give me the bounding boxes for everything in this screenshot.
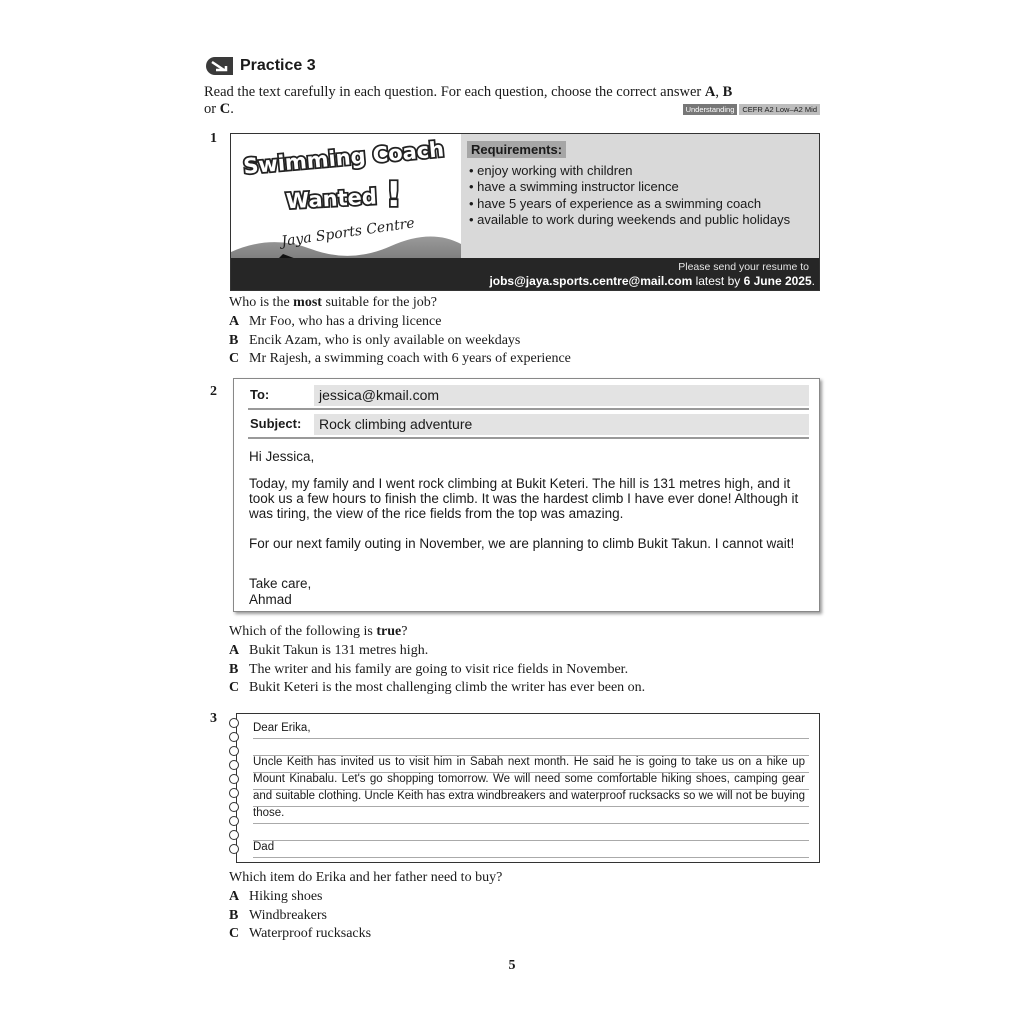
headline-exclaim: ! bbox=[386, 175, 402, 215]
requirement-item: • have 5 years of experience as a swimming coach bbox=[469, 195, 762, 211]
note-signature: Dad bbox=[253, 841, 275, 853]
question-number-3: 3 bbox=[210, 711, 217, 726]
option-a[interactable]: A Mr Foo, who has a driving licence bbox=[229, 314, 442, 329]
requirements-panel bbox=[461, 134, 819, 258]
spiral-ring-icon bbox=[229, 746, 239, 756]
note-greeting: Dear Erika, bbox=[253, 722, 311, 734]
question-1-options bbox=[229, 313, 571, 369]
spiral-ring-icon bbox=[229, 718, 239, 728]
headline-line-2: Wanted bbox=[285, 184, 378, 214]
question-number-1: 1 bbox=[210, 131, 217, 146]
spiral-ring-icon bbox=[229, 844, 239, 854]
page-number: 5 bbox=[508, 958, 516, 973]
contact-bar bbox=[231, 258, 819, 290]
option-b[interactable]: B The writer and his family are going to visit rice fields in November. bbox=[229, 661, 629, 677]
contact-email: jobs@jaya.sports.centre@mail.com bbox=[489, 274, 693, 288]
spiral-ring-icon bbox=[229, 760, 239, 770]
email-paragraph-1: Today, my family and I went rock climbing at Bukit Keteri. The hill is 131 metres high, and it took us a few hours to finish the climb. It was the hardest climb I have ever done! Although it was tiring, the view of the rice fields from the top was amazing. bbox=[249, 476, 799, 521]
level-tag: CEFR A2 Low–A2 Mid bbox=[739, 104, 820, 115]
ruled-line bbox=[253, 857, 809, 858]
question-2-options bbox=[229, 642, 645, 698]
ruled-line bbox=[253, 738, 809, 739]
spiral-ring-icon bbox=[229, 802, 239, 812]
to-field: jessica@kmail.com bbox=[314, 385, 809, 406]
job-advert bbox=[230, 133, 820, 291]
centre-name: Jaya Sports Centre bbox=[280, 215, 416, 250]
requirements-list bbox=[469, 163, 811, 229]
option-b[interactable]: B Encik Azam, who is only available on weekdays bbox=[229, 332, 521, 348]
skill-tag: Understanding bbox=[683, 104, 738, 115]
requirement-item: • enjoy working with children bbox=[469, 163, 633, 178]
email-closing: Take care, bbox=[249, 576, 312, 591]
email-signature: Ahmad bbox=[249, 592, 292, 607]
headline-line-1: Swimming Coach bbox=[242, 137, 446, 179]
to-label: To: bbox=[250, 387, 270, 402]
spiral-ring-icon bbox=[229, 816, 239, 826]
option-a[interactable]: A Hiking shoes bbox=[229, 889, 323, 904]
option-b[interactable]: B Windbreakers bbox=[229, 907, 327, 923]
email-greeting: Hi Jessica, bbox=[249, 449, 315, 464]
option-c[interactable]: C Mr Rajesh, a swimming coach with 6 years of experience bbox=[229, 351, 571, 366]
question-number-2: 2 bbox=[210, 384, 217, 399]
ruled-line bbox=[253, 823, 809, 824]
instructions: Read the text carefully in each question. For each question, choose the correct answer A, B or C. bbox=[204, 84, 733, 117]
skill-tags bbox=[683, 104, 820, 115]
requirement-item: • available to work during weekends and public holidays bbox=[469, 212, 791, 228]
practice-title: Practice 3 bbox=[240, 57, 316, 74]
question-3-text: Which item do Erika and her father need to buy? bbox=[229, 870, 503, 885]
requirements-title: Requirements: bbox=[467, 141, 566, 158]
send-resume-text: Please send your resume to bbox=[678, 261, 809, 273]
spiral-ring-icon bbox=[229, 788, 239, 798]
contact-line: jobs@jaya.sports.centre@mail.com latest by 6 June 2025. bbox=[489, 274, 815, 288]
email-message bbox=[233, 378, 820, 612]
question-2-text: Which of the following is true? bbox=[229, 624, 408, 639]
spiral-ring-icon bbox=[229, 830, 239, 840]
note-body: Uncle Keith has invited us to visit him in Sabah next month. He said he is going to take us on a hike up Mount Kinabalu. Let's go shopping tomorrow. We will need some comfortable hiking shoes, camping gear and suitable clothing. Uncle Keith has extra windbreakers and waterproof rucksacks so we will not be buying those. bbox=[253, 756, 805, 819]
arrow-tab-icon bbox=[204, 56, 234, 76]
practice-heading bbox=[204, 55, 316, 77]
option-c[interactable]: C Bukit Keteri is the most challenging climb the writer has ever been on. bbox=[229, 680, 646, 695]
email-paragraph-2: For our next family outing in November, we are planning to climb Bukit Takun. I cannot wait! bbox=[249, 536, 795, 551]
notebook-note bbox=[236, 713, 820, 863]
question-3-options bbox=[229, 888, 371, 944]
requirement-item: • have a swimming instructor licence bbox=[469, 179, 679, 195]
option-c[interactable]: C Waterproof rucksacks bbox=[229, 926, 372, 941]
email-to-row bbox=[248, 384, 809, 410]
question-1-text: Who is the most suitable for the job? bbox=[229, 295, 438, 310]
spiral-ring-icon bbox=[229, 774, 239, 784]
spiral-ring-icon bbox=[229, 732, 239, 742]
subject-field: Rock climbing adventure bbox=[314, 414, 809, 435]
subject-label: Subject: bbox=[250, 416, 302, 431]
email-subject-row bbox=[248, 413, 809, 439]
deadline-date: 6 June 2025 bbox=[743, 274, 812, 288]
option-a[interactable]: A Bukit Takun is 131 metres high. bbox=[229, 643, 429, 658]
